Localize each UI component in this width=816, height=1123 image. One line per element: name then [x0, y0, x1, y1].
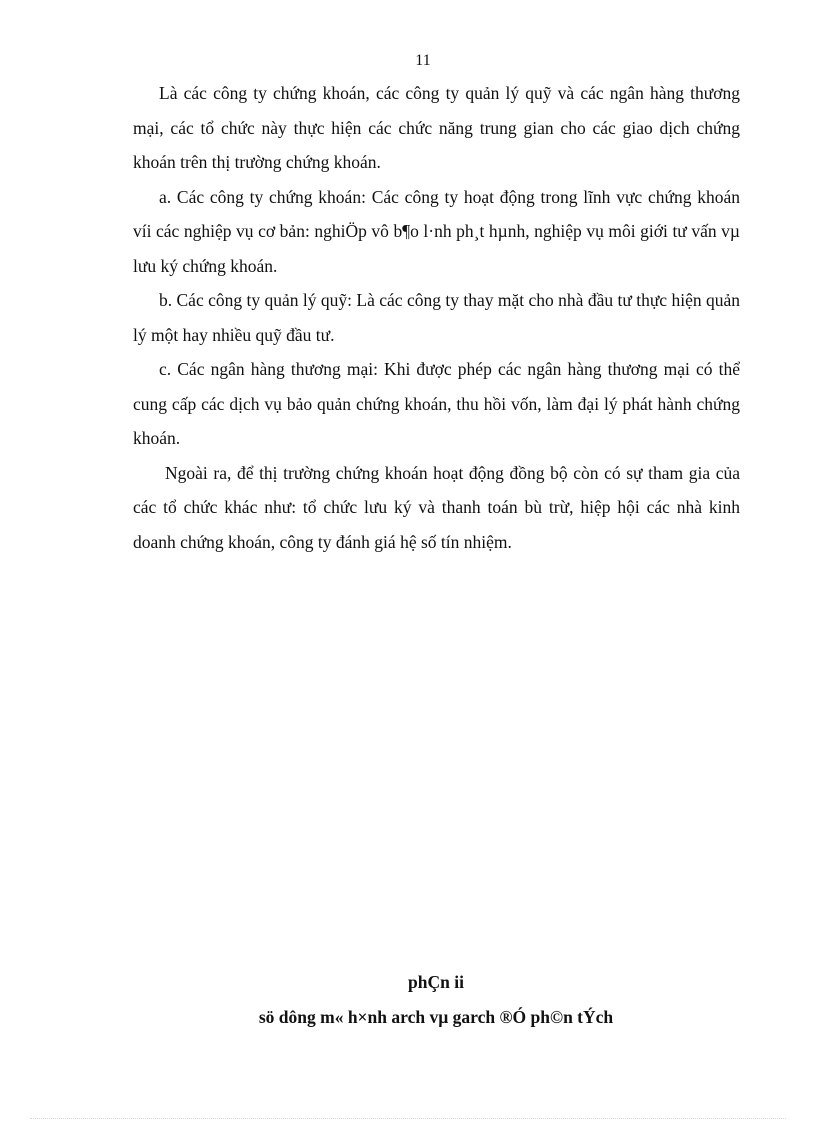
- document-body: [133, 76, 740, 559]
- page-number: 11: [415, 52, 431, 69]
- part-subtitle: sö dông m« h×nh arch vµ garch ®Ó ph©n tÝch: [258, 1007, 614, 1027]
- paragraph-securities-companies: a. Các công ty chứng khoán: Các công ty hoạt động trong lĩnh vực chứng khoán víi các nghiệp vụ cơ bản: nghiÖp vô b¶o l·nh ph¸t hµnh, nghiệp vụ môi giới tư vấn vµ lưu ký chứng khoán.: [133, 186, 740, 276]
- paragraph-commercial-banks: c. Các ngân hàng thương mại: Khi được phép các ngân hàng thương mại có thể cung cấp các dịch vụ bảo quản chứng khoán, thu hồi vốn, làm đại lý phát hành chứng khoán.: [133, 359, 740, 448]
- paragraph-other-organizations: Ngoài ra, để thị trường chứng khoán hoạt động đồng bộ còn có sự tham gia của các tổ chức khác như: tổ chức lưu ký và thanh toán bù trừ, hiệp hội các nhà kinh doanh chứng khoán, công ty đánh giá hệ số tín nhiệm.: [133, 462, 740, 552]
- paragraph-intermediaries: Là các công ty chứng khoán, các công ty quản lý quỹ và các ngân hàng thương mại, các tổ chức này thực hiện các chức năng trung gian cho các giao dịch chứng khoán trên thị trường chứng khoán.: [133, 83, 740, 172]
- part-title: phÇn ii: [408, 972, 464, 992]
- paragraph-fund-management: b. Các công ty quản lý quỹ: Là các công ty thay mặt cho nhà đầu tư thực hiện quản lý một hay nhiều quỹ đầu tư.: [133, 290, 740, 345]
- page-bottom-divider: [30, 1118, 786, 1119]
